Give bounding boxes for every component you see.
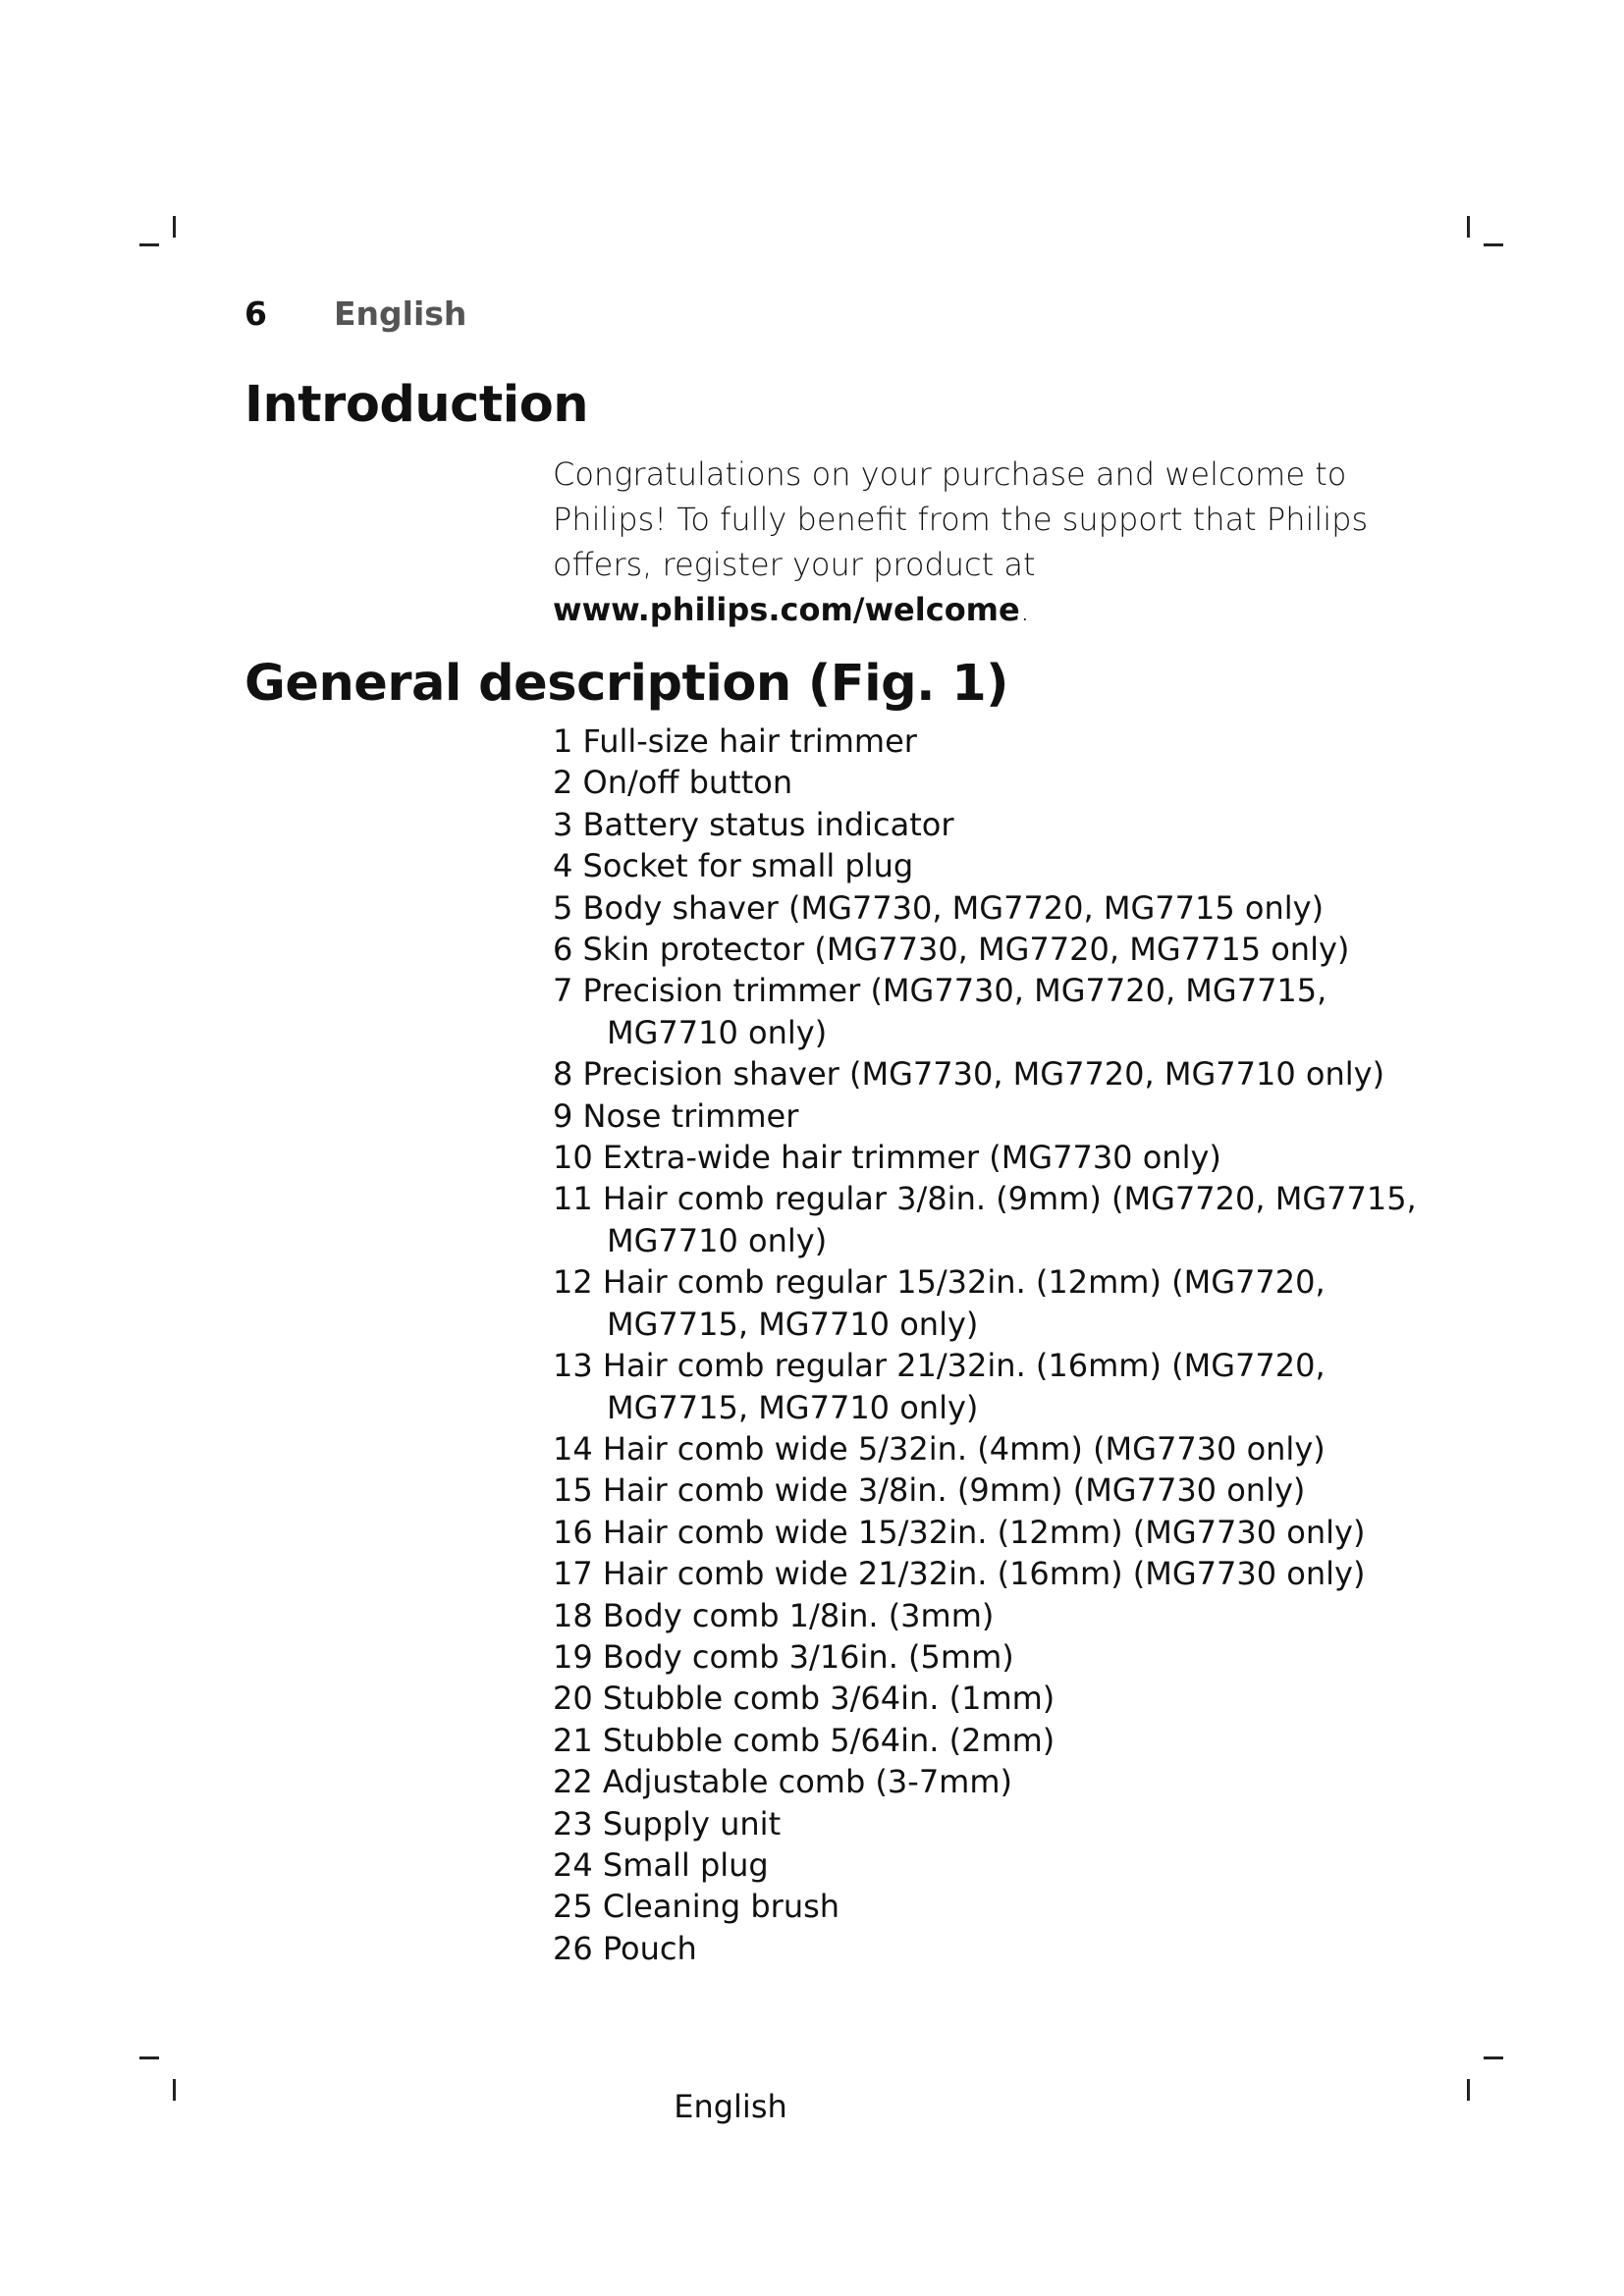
list-item: 14 Hair comb wide 5/32in. (4mm) (MG7730 only) (553, 1429, 1326, 1468)
list-item: 22 Adjustable comb (3-7mm) (553, 1763, 1012, 1801)
crop-mark-bottom-right-v (1467, 2079, 1470, 2101)
list-item: 23 Supply unit (553, 1804, 782, 1842)
list-item: 3 Battery status indicator (553, 805, 954, 843)
welcome-url[interactable]: www.philips.com/welcome (553, 591, 1020, 628)
list-item: 21 Stubble comb 5/64in. (2mm) (553, 1721, 1056, 1759)
crop-mark-top-left-v (173, 216, 176, 238)
list-item: 6 Skin protector (MG7730, MG7720, MG7715 only) (553, 931, 1350, 969)
footer-language: English (674, 2088, 787, 2125)
parts-list (553, 721, 1436, 1969)
introduction-heading: Introduction (244, 376, 589, 434)
crop-mark-top-right-h (1484, 243, 1503, 246)
list-item: 18 Body comb 1/8in. (3mm) (553, 1596, 995, 1634)
crop-mark-bottom-left-h (139, 2056, 159, 2059)
crop-mark-top-right-v (1467, 216, 1470, 238)
list-item: 15 Hair comb wide 3/8in. (9mm) (MG7730 only) (553, 1471, 1306, 1510)
list-item: 7 Precision trimmer (MG7730, MG7720, MG7715, MG7710 only) (553, 972, 1327, 1051)
list-item: 2 On/off button (553, 764, 793, 802)
list-item: 5 Body shaver (MG7730, MG7720, MG7715 only) (553, 888, 1325, 927)
header-language: English (334, 294, 467, 333)
list-item: 24 Small plug (553, 1845, 769, 1884)
introduction-text: Congratulations on your purchase and welcome to Philips! To fully benefit from the support that Philips offers, register your product at (553, 455, 1369, 583)
general-description-heading: General description (Fig. 1) (244, 655, 1008, 713)
crop-mark-bottom-right-h (1484, 2056, 1503, 2059)
list-item: 20 Stubble comb 3/64in. (1mm) (553, 1680, 1056, 1718)
list-item: 25 Cleaning brush (553, 1888, 840, 1926)
introduction-period: . (1019, 591, 1030, 628)
page-number: 6 (244, 294, 267, 333)
list-item: 26 Pouch (553, 1929, 697, 1967)
list-item: 4 Socket for small plug (553, 847, 914, 885)
list-item: 10 Extra-wide hair trimmer (MG7730 only) (553, 1139, 1221, 1177)
list-item: 11 Hair comb regular 3/8in. (9mm) (MG7720, MG7715, MG7710 only) (553, 1180, 1417, 1259)
list-item: 1 Full-size hair trimmer (553, 722, 917, 760)
list-item: 9 Nose trimmer (553, 1096, 799, 1135)
list-item: 16 Hair comb wide 15/32in. (12mm) (MG7730 only) (553, 1513, 1366, 1551)
list-item: 8 Precision shaver (MG7730, MG7720, MG7710 only) (553, 1055, 1385, 1094)
introduction-paragraph (553, 452, 1436, 632)
list-item: 17 Hair comb wide 21/32in. (16mm) (MG7730 only) (553, 1555, 1366, 1593)
crop-mark-top-left-h (139, 243, 159, 246)
list-item: 19 Body comb 3/16in. (5mm) (553, 1637, 1014, 1676)
list-item: 13 Hair comb regular 21/32in. (16mm) (MG7720, MG7715, MG7710 only) (553, 1347, 1326, 1426)
list-item: 12 Hair comb regular 15/32in. (12mm) (MG7720, MG7715, MG7710 only) (553, 1263, 1326, 1343)
